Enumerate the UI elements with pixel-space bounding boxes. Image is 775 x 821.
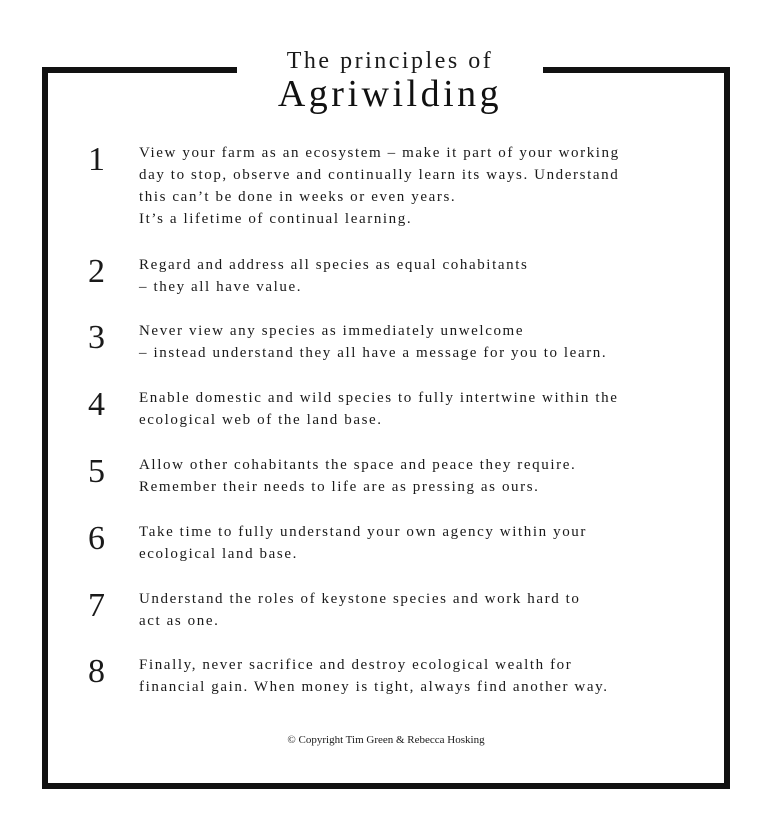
border-frame-top-left [42,67,237,73]
principle-line: financial gain. When money is tight, always find another way. [139,679,609,695]
principle-text [139,254,709,298]
principle-text [139,654,709,698]
principle-text [139,387,709,431]
principle-number: 2 [88,253,105,290]
principle-text [139,521,709,565]
principle-number: 8 [88,653,105,690]
principle-line: Never view any species as immediately unwelcome [139,323,525,339]
title-line-2: Agriwilding [277,73,503,115]
title-block [237,47,543,113]
principle-line: Understand the roles of keystone species and work hard to [139,591,581,607]
copyright-notice: © Copyright Tim Green & Rebecca Hosking [287,734,485,746]
principle-number: 6 [88,520,105,557]
principle-line: Remember their needs to life are as pressing as ours. [139,479,540,495]
principle-line: View your farm as an ecosystem – make it part of your working [139,145,620,161]
principle-number: 3 [88,319,105,356]
principle-line: Enable domestic and wild species to fully intertwine within the [139,390,619,406]
principle-line: Allow other cohabitants the space and peace they require. [139,457,577,473]
principle-line: day to stop, observe and continually learn its ways. Understand [139,167,620,183]
principle-line: It’s a lifetime of continual learning. [139,211,413,227]
title-line-1: The principles of [286,48,494,74]
principle-line: Finally, never sacrifice and destroy ecological wealth for [139,657,573,673]
principle-line: – instead understand they all have a message for you to learn. [139,345,608,361]
border-frame-top-right [543,67,730,73]
principle-line: Regard and address all species as equal cohabitants [139,257,529,273]
principle-line: – they all have value. [139,279,303,295]
principle-text [139,454,709,498]
principle-line: this can’t be done in weeks or even years. [139,189,457,205]
principle-number: 1 [88,141,105,178]
principle-text [139,142,709,230]
principle-text [139,320,709,364]
principle-number: 4 [88,386,105,423]
principle-text [139,588,709,632]
principle-number: 7 [88,587,105,624]
principle-line: ecological land base. [139,546,298,562]
principle-number: 5 [88,453,105,490]
principle-line: ecological web of the land base. [139,412,383,428]
principle-line: act as one. [139,613,220,629]
principle-line: Take time to fully understand your own agency within your [139,524,587,540]
